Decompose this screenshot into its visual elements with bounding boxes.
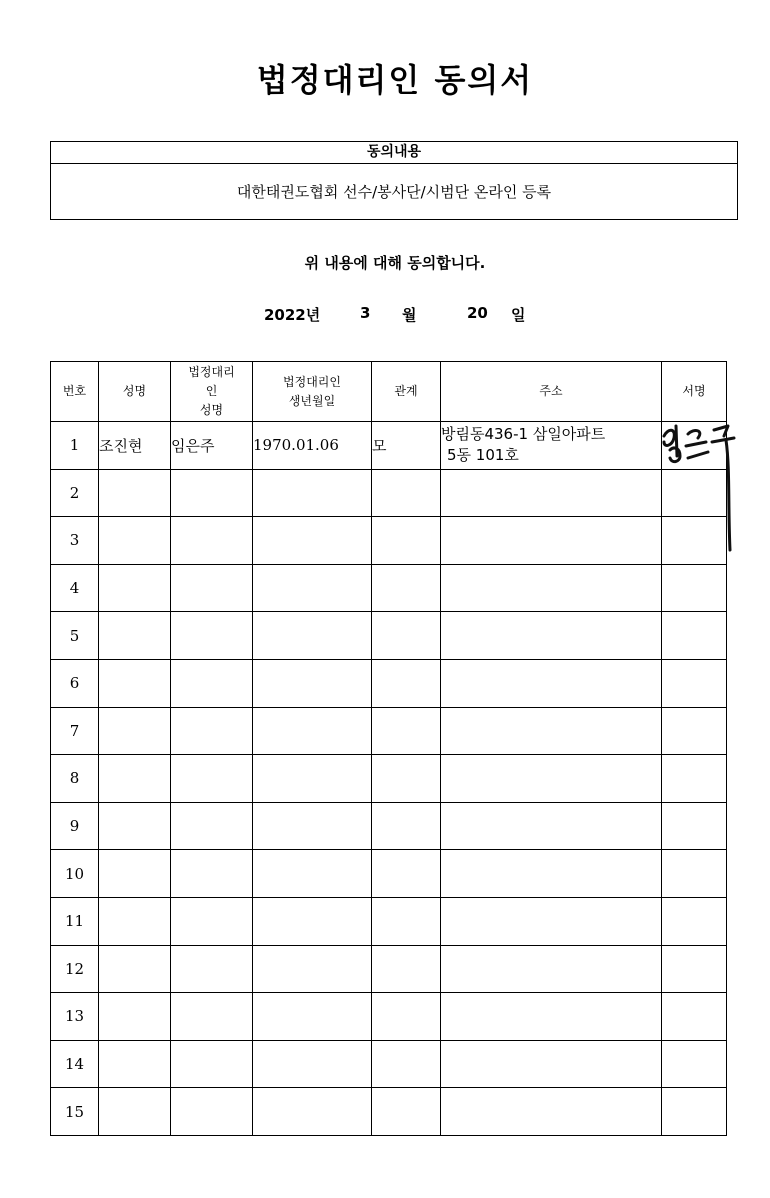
table-row	[51, 469, 727, 517]
date-day-unit: 일	[511, 306, 526, 324]
consent-heading: 동의내용	[51, 142, 737, 164]
row-no: 15	[51, 1088, 99, 1136]
table-row	[51, 802, 727, 850]
header-no: 번호	[51, 362, 99, 422]
row-no: 7	[51, 707, 99, 755]
header-name: 성명	[99, 362, 171, 422]
row-no: 4	[51, 564, 99, 612]
header-guardian-name-line2: 인	[205, 384, 218, 398]
table-row	[51, 850, 727, 898]
table-row	[51, 422, 727, 470]
row-no: 10	[51, 850, 99, 898]
row-address-line1: 방림동436-1 삼일아파트	[441, 425, 606, 444]
header-guardian-name-line3: 성명	[199, 403, 224, 417]
header-guardian-name-line1: 법정대리	[188, 365, 235, 379]
date-year: 2022년	[264, 306, 321, 324]
table-row	[51, 564, 727, 612]
header-address: 주소	[441, 362, 662, 422]
table-row	[51, 1040, 727, 1088]
row-no: 12	[51, 945, 99, 993]
row-no: 11	[51, 897, 99, 945]
row-no: 13	[51, 993, 99, 1041]
header-guardian-birth-line2: 생년월일	[288, 393, 336, 408]
row-guardian-birth: 1970.01.06	[253, 422, 372, 470]
row-no: 8	[51, 755, 99, 803]
table-header-row	[51, 362, 727, 422]
row-no: 6	[51, 659, 99, 707]
date-month-unit: 월	[402, 306, 417, 324]
table-row	[51, 517, 727, 565]
table-row	[51, 707, 727, 755]
guardian-table	[50, 361, 727, 1136]
header-guardian-name	[171, 362, 253, 422]
header-guardian-birth-line1: 법정대리인	[283, 374, 341, 389]
table-row	[51, 659, 727, 707]
row-guardian-name: 임은주	[171, 422, 253, 470]
row-no: 1	[51, 422, 99, 470]
row-no: 9	[51, 802, 99, 850]
row-no: 5	[51, 612, 99, 660]
consent-body: 대한태권도협회 선수/봉사단/시범단 온라인 등록	[236, 183, 552, 201]
table-row	[51, 945, 727, 993]
table-row	[51, 993, 727, 1041]
document-title: 법정대리인 동의서	[256, 61, 534, 99]
row-address	[441, 422, 662, 470]
row-no: 14	[51, 1040, 99, 1088]
table-row	[51, 755, 727, 803]
date-month: 3	[360, 304, 371, 322]
date-day: 20	[467, 304, 488, 322]
row-no: 2	[51, 469, 99, 517]
table-row	[51, 897, 727, 945]
header-guardian-birth	[253, 362, 372, 422]
header-signature: 서명	[662, 362, 727, 422]
row-no: 3	[51, 517, 99, 565]
agreement-statement: 위 내용에 대해 동의합니다.	[304, 254, 486, 272]
row-relation: 모	[372, 422, 441, 470]
row-address-line2: 5동 101호	[447, 446, 519, 465]
row-name: 조진현	[99, 422, 171, 470]
table-row	[51, 1088, 727, 1136]
handwritten-signature	[660, 418, 752, 558]
consent-box	[50, 141, 738, 220]
header-relation: 관계	[372, 362, 441, 422]
table-row	[51, 612, 727, 660]
